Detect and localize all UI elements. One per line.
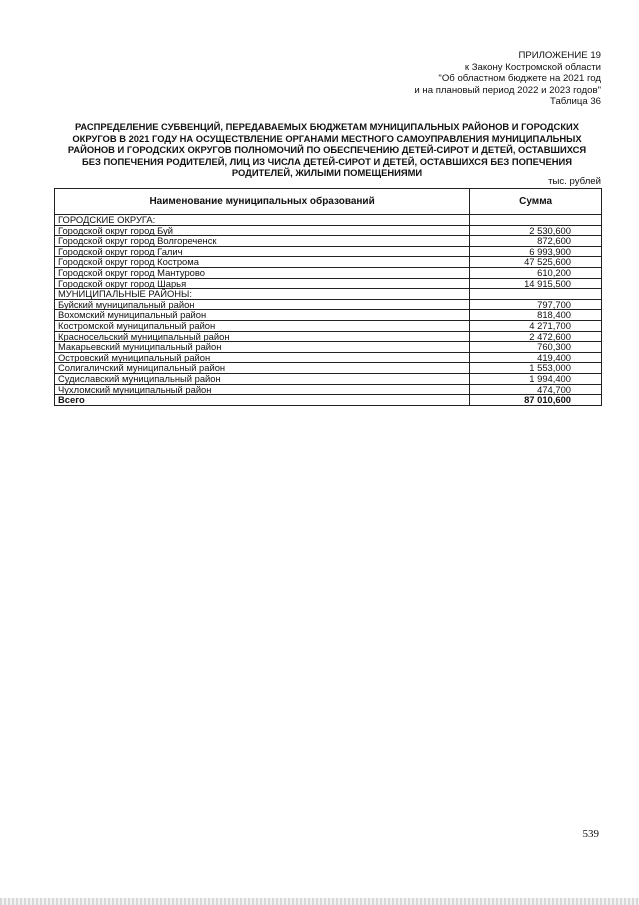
row-name: ГОРОДСКИЕ ОКРУГА: (55, 215, 470, 226)
title-line: РОДИТЕЛЕЙ, ЖИЛЫМИ ПОМЕЩЕНИЯМИ (231, 167, 423, 178)
total-amount: 87 010,600 (470, 395, 602, 406)
table-row (55, 373, 602, 384)
units-label: тыс. рублей (548, 176, 601, 187)
row-amount: 6 993,900 (470, 246, 602, 257)
row-name: Вохомский муниципальный район (55, 310, 470, 321)
header-name: Наименование муниципальных образований (55, 189, 470, 215)
header-amount: Сумма (470, 189, 602, 215)
row-amount: 419,400 (470, 352, 602, 363)
row-amount: 474,700 (470, 384, 602, 395)
title-line: РАСПРЕДЕЛЕНИЕ СУБВЕНЦИЙ, ПЕРЕДАВАЕМЫХ БЮДЖЕТАМ МУНИЦИПАЛЬНЫХ РАЙОНОВ И ГОРОДСКИХ (74, 121, 580, 132)
appendix-line: и на плановый период 2022 и 2023 годов" (414, 84, 601, 96)
table-row (55, 246, 602, 257)
row-amount: 872,600 (470, 236, 602, 247)
table-body (55, 215, 602, 406)
table-row (55, 363, 602, 374)
row-amount (470, 289, 602, 300)
page-number: 539 (582, 828, 599, 840)
row-name: Солигаличский муниципальный район (55, 363, 470, 374)
total-row (55, 395, 602, 406)
table-row (55, 236, 602, 247)
title-line: БЕЗ ПОПЕЧЕНИЯ РОДИТЕЛЕЙ, ЛИЦ ИЗ ЧИСЛА ДЕТЕЙ-СИРОТ И ДЕТЕЙ, ОСТАВШИХСЯ БЕЗ ПОПЕЧЕНИЯ (82, 155, 572, 167)
row-amount: 14 915,500 (470, 278, 602, 289)
total-label: Всего (55, 395, 470, 406)
scan-edge-strip (0, 898, 639, 905)
row-amount: 818,400 (470, 310, 602, 321)
row-name: Буйский муниципальный район (55, 299, 470, 310)
document-title (54, 121, 600, 179)
row-name: Островский муниципальный район (55, 352, 470, 363)
row-name: Городской округ город Кострома (55, 257, 470, 268)
table-row (55, 299, 602, 310)
table-row (55, 384, 602, 395)
row-name: Городской округ город Волгореченск (55, 236, 470, 247)
table-row (55, 352, 602, 363)
table-row (55, 257, 602, 268)
subvention-table (54, 188, 602, 406)
table-row (55, 215, 602, 226)
table-row (55, 310, 602, 321)
row-name: Красносельский муниципальный район (55, 331, 470, 342)
appendix-line: к Закону Костромской области (464, 61, 601, 73)
table-row (55, 289, 602, 300)
appendix-header (414, 50, 601, 108)
table-row (55, 267, 602, 278)
row-name: Костромской муниципальный район (55, 320, 470, 331)
row-name: Городской округ город Буй (55, 225, 470, 236)
row-amount: 1 994,400 (470, 373, 602, 384)
row-name: Чухломский муниципальный район (55, 384, 470, 395)
row-name: МУНИЦИПАЛЬНЫЕ РАЙОНЫ: (55, 289, 470, 300)
appendix-line: ПРИЛОЖЕНИЕ 19 (518, 50, 601, 61)
table-row (55, 278, 602, 289)
row-amount (470, 215, 602, 226)
table-header-row (55, 189, 602, 215)
table-row (55, 331, 602, 342)
row-name: Городской округ город Шарья (55, 278, 470, 289)
row-amount: 797,700 (470, 299, 602, 310)
row-name: Макарьевский муниципальный район (55, 342, 470, 353)
row-amount: 760,300 (470, 342, 602, 353)
appendix-line: Таблица 36 (550, 96, 601, 107)
row-name: Судиславский муниципальный район (55, 373, 470, 384)
title-line: РАЙОНОВ И ГОРОДСКИХ ОКРУГОВ ПОЛНОМОЧИЙ ПО ОБЕСПЕЧЕНИЮ ДЕТЕЙ-СИРОТ И ДЕТЕЙ, ОСТАВШИХСЯ (67, 144, 587, 155)
row-amount: 1 553,000 (470, 363, 602, 374)
row-amount: 2 472,600 (470, 331, 602, 342)
table-row (55, 342, 602, 353)
table-row (55, 225, 602, 236)
table-row (55, 320, 602, 331)
row-amount: 610,200 (470, 267, 602, 278)
appendix-line: "Об областном бюджете на 2021 год (438, 73, 601, 84)
row-amount: 4 271,700 (470, 320, 602, 331)
row-name: Городской округ город Мантурово (55, 267, 470, 278)
row-amount: 47 525,600 (470, 257, 602, 268)
row-amount: 2 530,600 (470, 225, 602, 236)
title-line: ОКРУГОВ В 2021 ГОДУ НА ОСУЩЕСТВЛЕНИЕ ОРГАНАМИ МЕСТНОГО САМОУПРАВЛЕНИЯ МУНИЦИПАЛЬНЫХ (72, 132, 582, 144)
row-name: Городской округ город Галич (55, 246, 470, 257)
